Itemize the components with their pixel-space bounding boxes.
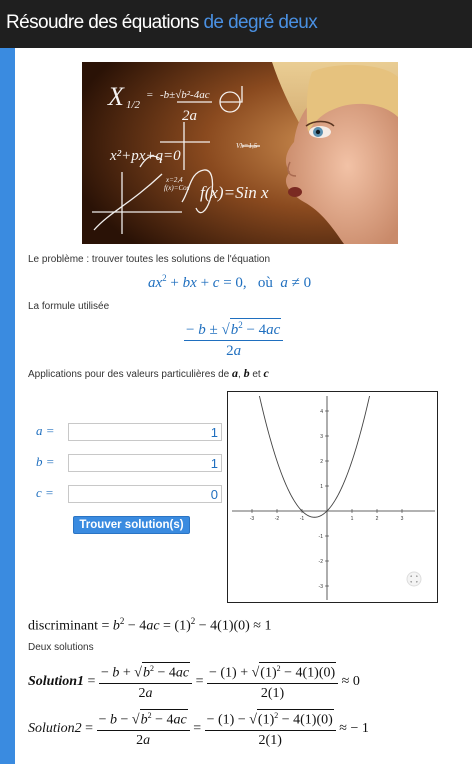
expand-icon[interactable] — [407, 572, 421, 586]
svg-text:f(x)=Sin x: f(x)=Sin x — [200, 183, 269, 202]
solution2-line: Solution2 = $\frac{- b - √b^2 - 4ac}{2a}$ = $\frac{- (1) - √(1)^2 - 4(1)(0)}{2(1)}$ ≈ − 1 — [28, 711, 369, 748]
svg-text:f(x)=Cos: f(x)=Cos — [164, 184, 190, 192]
title-main: Résoudre des équations — [6, 12, 199, 33]
y-tick-label: 4 — [320, 409, 323, 415]
applications-label: Applications pour des valeurs particulières de a, b et c — [28, 366, 269, 380]
plot-background — [232, 396, 435, 600]
problem-label: Le problème : trouver toutes les solutions de l'équation — [28, 254, 271, 265]
x-tick-label: 1 — [350, 516, 354, 522]
coef-a-label: a = — [36, 423, 55, 438]
title-highlight: de degré deux — [203, 12, 318, 33]
svg-text:2a: 2a — [182, 108, 197, 124]
solution2-value: ≈ − 1 — [339, 721, 369, 737]
discriminant-label: discriminant — [28, 618, 98, 634]
coef-a-row — [36, 423, 226, 441]
parabola-plot — [232, 396, 435, 600]
solution1-value: ≈ 0 — [341, 674, 360, 690]
header-bar — [0, 0, 472, 48]
x-tick-label: -3 — [249, 516, 255, 522]
hero-image — [82, 62, 398, 244]
hero-illustration — [82, 62, 398, 244]
svg-text:x=2,4: x=2,4 — [166, 176, 183, 184]
solution1-line: Solution1 = $\frac{- b + √b^2 - 4ac}{2a}$ = $\frac{- (1) + √(1)^2 - 4(1)(0)}{2(1)}$ ≈ 0 — [28, 664, 360, 701]
problem-equation: $ax^2$ + bx + c = 0, où a ≠ 0 — [148, 273, 312, 291]
page-title — [6, 12, 317, 34]
coef-b-label: b = — [36, 454, 55, 469]
x-tick-label: -2 — [274, 516, 280, 522]
coef-c-row — [36, 485, 226, 503]
x-tick-label: -1 — [299, 516, 305, 522]
svg-text:-b±√b²-4ac: -b±√b²-4ac — [160, 89, 210, 101]
coef-a-input[interactable] — [68, 423, 222, 441]
function-graph[interactable] — [227, 391, 438, 603]
solution-count-label: Deux solutions — [28, 642, 94, 653]
find-solutions-button[interactable]: Trouver solution(s) — [73, 516, 190, 534]
coef-b-row — [36, 454, 226, 472]
y-tick-label: -2 — [318, 559, 323, 565]
discriminant-line: discriminant = $b^2 - 4ac = (1)^2 - 4(1)(0) \approx 1$ — [28, 616, 272, 634]
svg-text:=: = — [146, 89, 154, 101]
y-tick-label: -3 — [318, 584, 323, 590]
solution2-label: Solution2 — [28, 721, 82, 737]
x-tick-label: 3 — [400, 516, 404, 522]
y-tick-label: 1 — [320, 484, 323, 490]
y-tick-label: -1 — [318, 534, 323, 540]
quadratic-formula: $\frac{- b \pm √b^2 - 4ac}{2a}$ — [184, 318, 283, 360]
formula-label: La formule utilisée — [28, 301, 110, 312]
solution1-label: Solution1 — [28, 674, 85, 690]
coef-c-input[interactable] — [68, 485, 222, 503]
svg-text:x²+px+q=0: x²+px+q=0 — [110, 148, 181, 164]
left-accent-bar — [0, 48, 15, 764]
coef-c-label: c = — [36, 485, 54, 500]
coef-b-input[interactable] — [68, 454, 222, 472]
x-tick-label: 2 — [375, 516, 379, 522]
chalk-x12: X — [108, 82, 124, 111]
svg-text:Vh=1,5: Vh=1,5 — [236, 142, 258, 150]
y-tick-label: 3 — [320, 434, 323, 440]
svg-text:1/2: 1/2 — [126, 99, 141, 111]
y-tick-label: 2 — [320, 459, 323, 465]
